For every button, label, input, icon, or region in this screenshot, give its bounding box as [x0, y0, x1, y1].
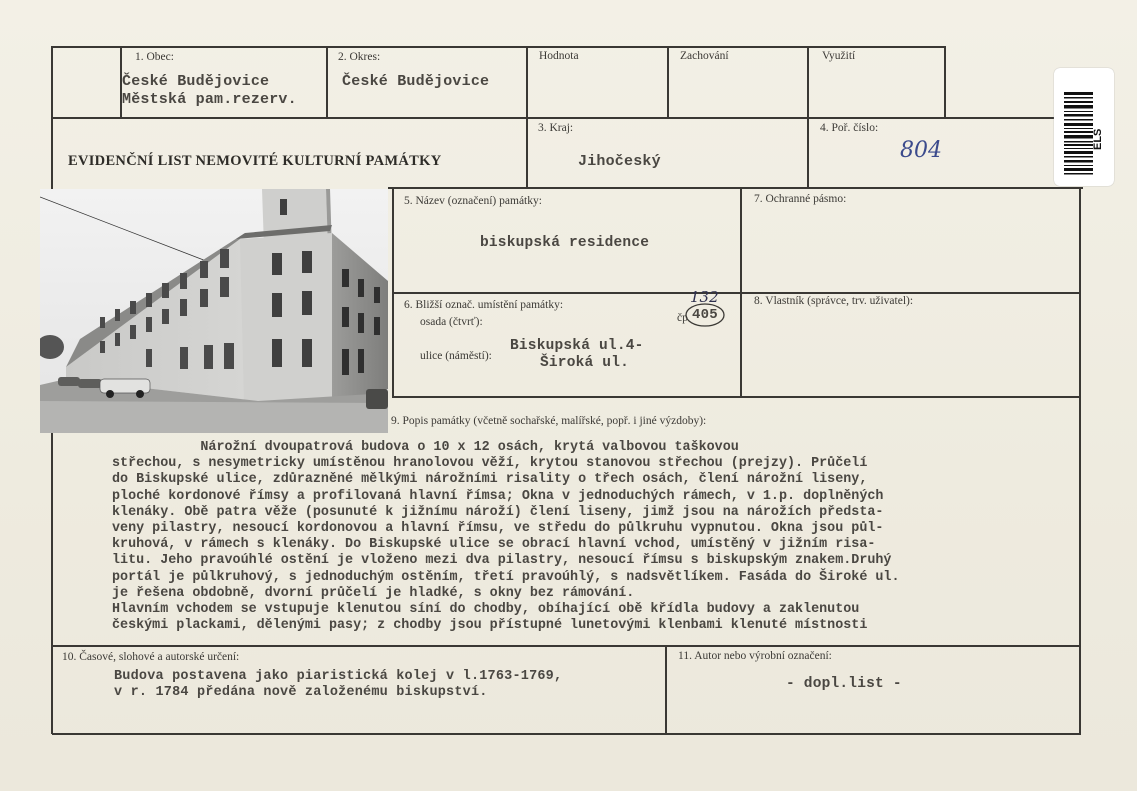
rule-row2 [388, 187, 1083, 189]
barcode-sticker [1054, 68, 1114, 186]
umisteni-label: 6. Bližší označ. umístění památky: [404, 299, 564, 311]
okres-value: České Budějovice [342, 73, 490, 90]
popis-line: portál je půlkruhový, s jednoduchým ostěním, třetí pravoúhlý, s nadsvětlíkem. Fasáda do Široké ul. [112, 569, 900, 585]
rule-col-end [944, 46, 946, 118]
casove-urceni-label: 10. Časové, slohové a autorské určení: [62, 651, 240, 663]
cp-label: čp [677, 312, 688, 324]
building-photo [40, 189, 388, 433]
rule-col-zachovani [667, 46, 669, 118]
hodnota-label: Hodnota [539, 50, 579, 62]
popis-line: do Biskupské ulice, zdůrazněné mělkými nárožními risality o třech osách, člení nárožní liseny, [112, 472, 868, 488]
ulice-value-1: Biskupská ul.4- [510, 338, 644, 354]
por-cislo-label: 4. Poř. číslo: [820, 122, 879, 134]
cp-number-bottom: 405 [692, 307, 718, 323]
kraj-value: Jihočeský [578, 153, 661, 170]
popis-line: ploché kordonové římsy a profilovaná hlavní římsa; Okna v jednoduchých rámech, v 1.p. doplněných [112, 488, 884, 504]
rule-col-vyuziti [807, 46, 809, 188]
rule-col-bottom [665, 645, 667, 734]
popis-label: 9. Popis památky (včetně sochařské, malířské, popř. i jiné výzdoby): [391, 415, 707, 427]
obec-value: České Budějovice [122, 73, 270, 90]
popis-line: veny pilastry, nesoucí kordonovou a hlavní římsu, ve středu do půlkruhu vypnutou. Okna jsou půl- [112, 521, 884, 537]
ulice-label: ulice (náměstí): [420, 350, 492, 362]
casove-urceni-line-1: Budova postavena jako piaristická kolej v l.1763-1769, [114, 669, 563, 684]
autor-value: - dopl.list - [786, 676, 902, 692]
rule-row4 [52, 645, 1081, 647]
kraj-label: 3. Kraj: [538, 122, 574, 134]
osada-label: osada (čtvrť): [420, 316, 483, 328]
rule-top [52, 46, 945, 48]
popis-text [112, 440, 1087, 634]
casove-urceni-line-2: v r. 1784 předána nově založenému biskupství. [114, 685, 488, 700]
obec-label: 1. Obec: [135, 51, 174, 63]
por-cislo-value: 804 [900, 138, 942, 163]
rule-col-hodnota [526, 46, 528, 188]
rule-mid [392, 292, 1079, 294]
nazev-value: biskupská residence [480, 235, 650, 251]
popis-line: kruhová, v rámech s klenáky. Do Biskupské ulice se obrací hlavní vchod, umístěný v jižním risa- [112, 537, 876, 553]
okres-label: 2. Okres: [338, 51, 381, 63]
cp-circle-icon [684, 302, 726, 328]
autor-label: 11. Autor nebo výrobní označení: [678, 650, 832, 662]
popis-line: klenáky. Obě patra věže (posunuté k jižnímu nároží) člení liseny, jimž jsou na nárožích předsta- [112, 504, 884, 520]
form-title: EVIDENČNÍ LIST NEMOVITÉ KULTURNÍ PAMÁTKY [68, 153, 442, 169]
rule-col-okres [326, 46, 328, 118]
popis-line: střechou, s nesymetricky umístěnou hranolovou věží, krytou stanovou střechou (prejzy). Průčelí [112, 456, 868, 472]
popis-line: Hlavním vchodem se vstupuje klenutou síní do chodby, obíhající obě křídla budovy a zaklenutou [112, 602, 860, 618]
vlastnik-label: 8. Vlastník (správce, trv. uživatel): [754, 295, 914, 307]
rule-col-photo [392, 187, 394, 397]
rule-bottom [52, 733, 1081, 735]
rule-col-center [740, 187, 742, 397]
nazev-label: 5. Název (označení) památky: [404, 195, 542, 207]
barcode-text: ELS [1092, 128, 1104, 150]
barcode-icon [1054, 68, 1114, 186]
obec-reserve: Městská pam.rezerv. [122, 91, 297, 108]
cp-number-top: 132 [690, 288, 719, 306]
ochranne-pasmo-label: 7. Ochranné pásmo: [754, 193, 847, 205]
popis-line: českými plackami, dělenými pasy; z chodby jsou přístupné lunetovými klenbami klenuté místnosti [112, 618, 868, 634]
rule-row3 [392, 396, 1081, 398]
popis-line: litu. Jeho pravoúhlé ostění je vloženo mezi dva pilastry, nesoucí římsu s biskupským znakem.Druhý [112, 553, 892, 569]
popis-line: je řešena obdobně, dvorní průčelí je hladké, s okny bez rámování. [112, 585, 635, 601]
rule-row1 [52, 117, 1054, 119]
vyuziti-label: Využití [822, 50, 856, 62]
zachovani-label: Zachování [680, 50, 729, 62]
ulice-value-2: Široká ul. [540, 355, 630, 371]
popis-line: Nárožní dvoupatrová budova o 10 x 12 osách, krytá valbovou taškovou [112, 440, 739, 455]
